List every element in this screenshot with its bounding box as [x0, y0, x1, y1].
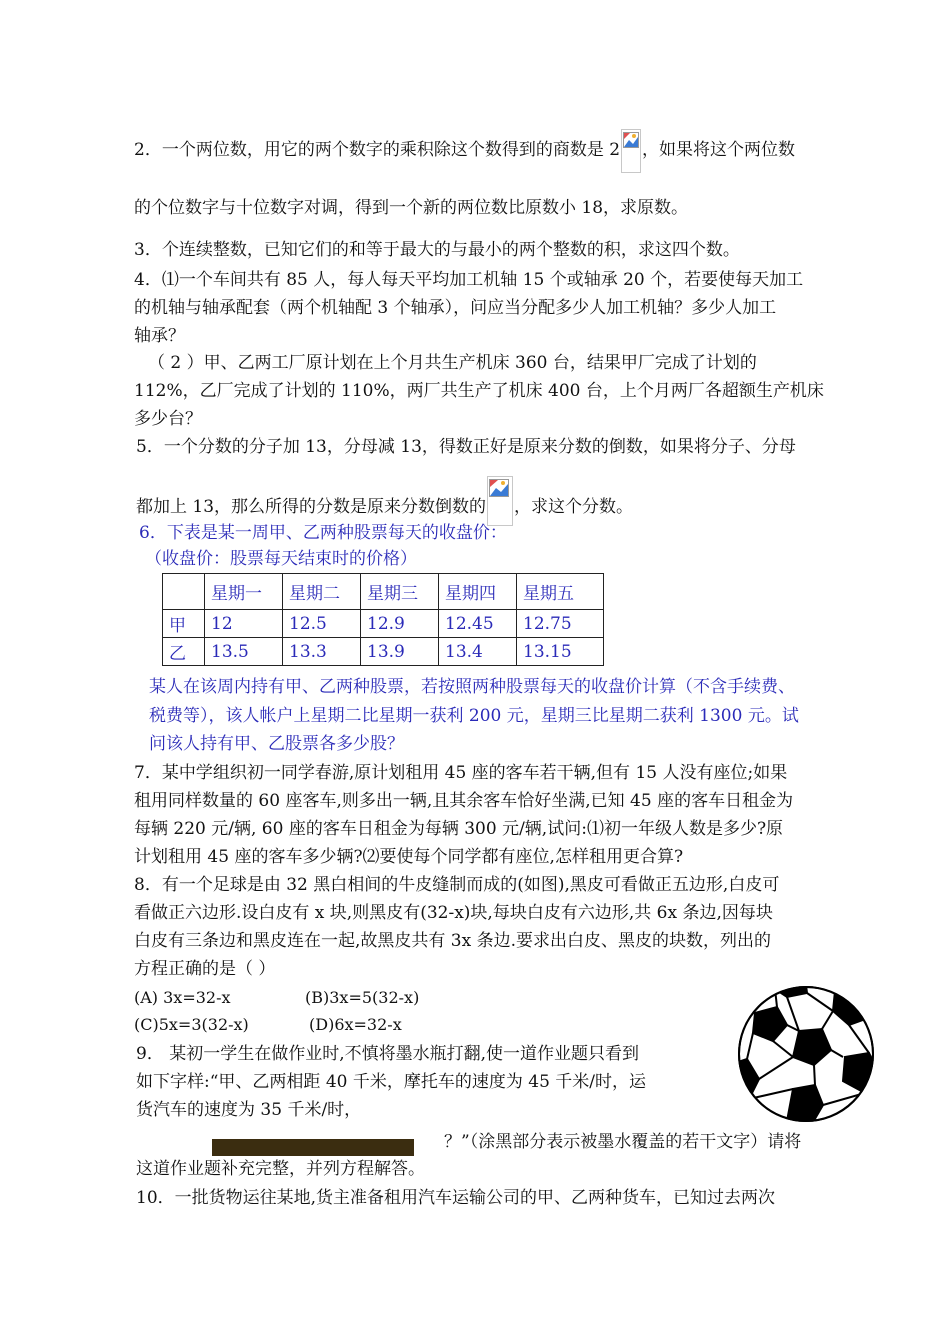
table-row: [163, 610, 604, 638]
q4-line-1: 4．⑴一个车间共有 85 人，每人每天平均加工机轴 15 个或轴承 20 个，若要使每天加工: [134, 270, 804, 290]
q8-line-4: 方程正确的是（ ）: [134, 959, 276, 979]
table-row: [163, 638, 604, 666]
q6-line-4: 税费等），该人帐户上星期二比星期一获利 200 元，星期三比星期二获利 1300 元。试: [149, 706, 799, 726]
table-cell: 12.45: [439, 610, 517, 638]
q8-option-c: (C)5x=3(32-x): [134, 1015, 249, 1034]
broken-image-icon: [621, 129, 641, 173]
q7-line-2: 租用同样数量的 60 座客车,则多出一辆,且其余客车恰好坐满,已知 45 座的客车日租金为: [134, 791, 794, 811]
q8-line-3: 白皮有三条边和黑皮连在一起,故黑皮共有 3x 条边.要求出白皮、黑皮的块数，列出的: [134, 931, 772, 951]
table-header-cell: 星期五: [517, 574, 604, 610]
q8-option-b: (B)3x=5(32-x): [305, 988, 420, 1007]
q9-line-5: 这道作业题补充完整，并列方程解答。: [136, 1159, 425, 1179]
q2-text-b: ，如果将这个两位数: [642, 140, 796, 160]
q9-line-4: ？”（涂黑部分表示被墨水覆盖的若干文字）请将: [444, 1132, 802, 1152]
table-cell: 13.5: [205, 638, 283, 666]
q8-option-d: (D)6x=32-x: [309, 1015, 402, 1034]
soccer-ball-icon: [737, 985, 875, 1123]
q6-line-2: （收盘价：股票每天结束时的价格）: [145, 549, 417, 569]
table-cell: 12.9: [361, 610, 439, 638]
table-header-cell: 星期二: [283, 574, 361, 610]
table-header-cell: [163, 574, 205, 610]
q8-option-a: (A) 3x=32-x: [134, 988, 231, 1007]
table-cell: 甲: [163, 610, 205, 638]
table-header-cell: 星期三: [361, 574, 439, 610]
q7-line-3: 每辆 220 元/辆, 60 座的客车日租金为每辆 300 元/辆,试问:⑴初一年级人数是多少?原: [134, 819, 784, 839]
q4-line-5: 112%，乙厂完成了计划的 110%，两厂共生产了机床 400 台，上个月两厂各超额生产机床: [134, 381, 824, 401]
table-cell: 13.3: [283, 638, 361, 666]
table-cell: 乙: [163, 638, 205, 666]
q5-text-a: 都加上 13，那么所得的分数是原来分数倒数的: [136, 497, 487, 517]
q4-line-4: （ 2 ）甲、乙两工厂原计划在上个月共生产机床 360 台，结果甲厂完成了计划的: [148, 353, 757, 373]
table-header-row: [163, 574, 604, 610]
q6-line-1: 6．下表是某一周甲、乙两种股票每天的收盘价：: [139, 523, 507, 543]
q5-line-1: 5．一个分数的分子加 13，分母减 13，得数正好是原来分数的倒数，如果将分子、分母: [136, 437, 796, 457]
q9-line-2: 如下字样:“甲、乙两相距 40 千米，摩托车的速度为 45 千米/时，运: [136, 1072, 647, 1092]
q6-line-5: 问该人持有甲、乙股票各多少股？: [149, 734, 404, 754]
q10-line-1: 10．一批货物运往某地,货主准备租用汽车运输公司的甲、乙两种货车，已知过去两次: [136, 1188, 776, 1208]
q4-line-2: 的机轴与轴承配套（两个机轴配 3 个轴承），问应当分配多少人加工机轴？多少人加工: [134, 298, 777, 318]
table-header-cell: 星期一: [205, 574, 283, 610]
q5-text-b: ，求这个分数。: [514, 497, 634, 517]
table-header-cell: 星期四: [439, 574, 517, 610]
q7-line-1: 7．某中学组织初一同学春游,原计划租用 45 座的客车若干辆,但有 15 人没有座位;如果: [134, 763, 788, 783]
q4-line-6: 多少台？: [134, 409, 202, 429]
table-cell: 12.5: [283, 610, 361, 638]
q2-text-a: 2．一个两位数，用它的两个数字的乘积除这个数得到的商数是 2: [134, 140, 621, 160]
table-cell: 13.15: [517, 638, 604, 666]
broken-image-icon: [487, 476, 513, 526]
table-cell: 13.9: [361, 638, 439, 666]
stock-price-table: [162, 573, 604, 666]
q6-line-3: 某人在该周内持有甲、乙两种股票，若按照两种股票每天的收盘价计算（不含手续费、: [149, 677, 795, 697]
q9-line-3: 货汽车的速度为 35 千米/时，: [136, 1100, 362, 1120]
table-cell: 12.75: [517, 610, 604, 638]
q4-line-3: 轴承？: [134, 326, 185, 346]
q3-line-1: 3．个连续整数，已知它们的和等于最大的与最小的两个整数的积，求这四个数。: [134, 240, 740, 260]
q7-line-4: 计划租用 45 座的客车多少辆?⑵要使每个同学都有座位,怎样租用更合算?: [134, 847, 684, 867]
q8-line-2: 看做正六边形.设白皮有 x 块,则黑皮有(32-x)块,每块白皮有六边形,共 6x 条边,因每块: [134, 903, 773, 923]
table-cell: 12: [205, 610, 283, 638]
q2-line-2: 的个位数字与十位数字对调，得到一个新的两位数比原数小 18，求原数。: [134, 198, 689, 218]
table-cell: 13.4: [439, 638, 517, 666]
q5-line-2: [136, 476, 633, 526]
q8-line-1: 8．有一个足球是由 32 黑白相间的牛皮缝制而成的(如图),黑皮可看做正五边形,白皮可: [134, 875, 780, 895]
ink-blot: [212, 1139, 414, 1156]
q9-line-1: 9． 某初一学生在做作业时,不慎将墨水瓶打翻,使一道作业题只看到: [136, 1044, 640, 1064]
q2-line-1: [134, 129, 795, 173]
